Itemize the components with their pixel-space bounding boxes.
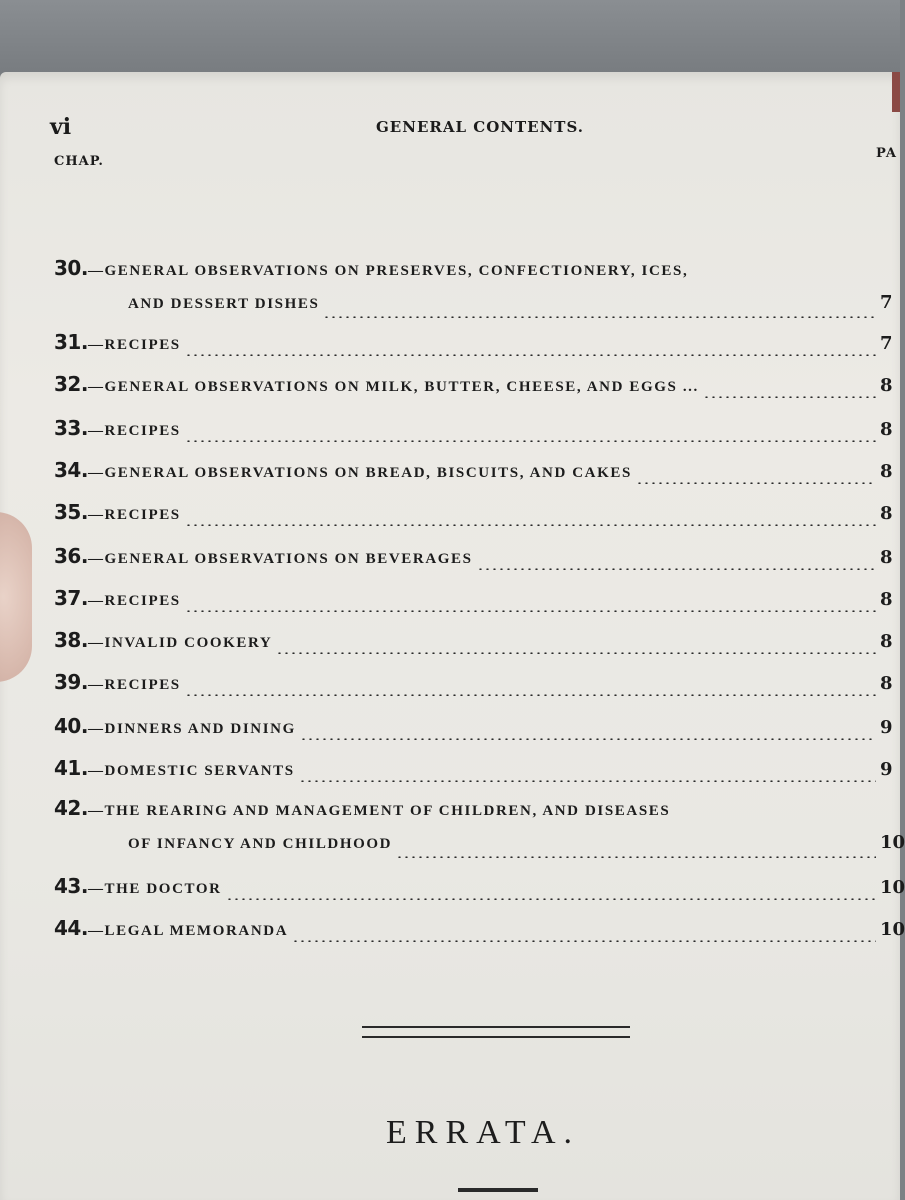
chapter-title-continued: AND DESSERT DISHES <box>128 296 320 312</box>
running-title: GENERAL CONTENTS. <box>376 118 584 136</box>
chapter-title: —RECIPES <box>87 337 181 353</box>
chapter-title: —GENERAL OBSERVATIONS ON BREAD, BISCUITS, AND CAKES <box>87 465 632 481</box>
dot-leader <box>323 316 876 318</box>
chapter-number: 39. <box>54 670 88 694</box>
dot-leader <box>292 940 876 942</box>
book-cover-edge <box>892 72 900 112</box>
dot-leader <box>226 898 876 900</box>
page-column-header: PA <box>876 146 897 161</box>
page-number: 10 <box>880 919 905 940</box>
chapter-title: —GENERAL OBSERVATIONS ON PRESERVES, CONFECTIONERY, ICES, <box>87 263 689 279</box>
dot-leader <box>185 354 876 356</box>
chapter-title-continued: OF INFANCY AND CHILDHOOD <box>128 836 393 852</box>
short-rule <box>458 1188 538 1192</box>
page-number: 8 <box>880 461 893 482</box>
chap-column-header: CHAP. <box>54 154 104 169</box>
page-number: 10 <box>880 877 905 898</box>
double-rule-divider <box>362 1026 630 1038</box>
chapter-title: —RECIPES <box>87 507 181 523</box>
chapter-title: —DINNERS AND DINING <box>87 721 296 737</box>
contents-entry <box>0 256 900 340</box>
dot-leader <box>185 610 876 612</box>
chapter-title: —RECIPES <box>87 677 181 693</box>
contents-entry <box>0 916 905 1000</box>
page-number: 8 <box>880 503 893 524</box>
chapter-number: 38. <box>54 628 88 652</box>
chapter-title: —GENERAL OBSERVATIONS ON BEVERAGES <box>87 551 473 567</box>
dot-leader <box>185 694 876 696</box>
chapter-number: 43. <box>54 874 88 898</box>
dot-leader <box>300 738 876 740</box>
dot-leader <box>276 652 876 654</box>
page-number: 8 <box>880 375 893 396</box>
chapter-number: 42. <box>54 796 88 820</box>
chapter-number: 35. <box>54 500 88 524</box>
page-number: 10 <box>880 832 905 853</box>
dot-leader <box>477 568 876 570</box>
page-number: 8 <box>880 589 893 610</box>
page-number: 8 <box>880 673 893 694</box>
chapter-title: —THE REARING AND MANAGEMENT OF CHILDREN, AND DISEASES <box>87 803 671 819</box>
dot-leader <box>185 440 876 442</box>
chapter-title: —LEGAL MEMORANDA <box>87 923 289 939</box>
dot-leader <box>185 524 876 526</box>
chapter-title: —GENERAL OBSERVATIONS ON MILK, BUTTER, CHEESE, AND EGGS ... <box>87 379 699 395</box>
errata-heading: ERRATA. <box>386 1114 581 1151</box>
chapter-number: 30. <box>54 256 88 280</box>
page-number: 9 <box>880 759 893 780</box>
chapter-number: 40. <box>54 714 88 738</box>
chapter-number: 34. <box>54 458 88 482</box>
page-number: 9 <box>880 717 893 738</box>
dot-leader <box>299 780 876 782</box>
dot-leader <box>636 482 876 484</box>
chapter-number: 44. <box>54 916 88 940</box>
chapter-number: 36. <box>54 544 88 568</box>
page-number: 7 <box>880 333 893 354</box>
dot-leader <box>396 856 876 858</box>
chapter-number: 41. <box>54 756 88 780</box>
chapter-number: 37. <box>54 586 88 610</box>
page-folio: vi <box>50 114 72 140</box>
chapter-number: 31. <box>54 330 88 354</box>
page-number: 8 <box>880 419 893 440</box>
page-number: 8 <box>880 631 893 652</box>
contents-entry <box>0 796 905 880</box>
chapter-number: 32. <box>54 372 88 396</box>
chapter-title: —RECIPES <box>87 423 181 439</box>
chapter-title: —RECIPES <box>87 593 181 609</box>
page-number: 7 <box>880 292 893 313</box>
book-page <box>0 72 905 1200</box>
chapter-number: 33. <box>54 416 88 440</box>
chapter-title: —THE DOCTOR <box>87 881 222 897</box>
dot-leader <box>703 396 876 398</box>
page-number: 8 <box>880 547 893 568</box>
chapter-title: —DOMESTIC SERVANTS <box>87 763 295 779</box>
chapter-title: —INVALID COOKERY <box>87 635 273 651</box>
